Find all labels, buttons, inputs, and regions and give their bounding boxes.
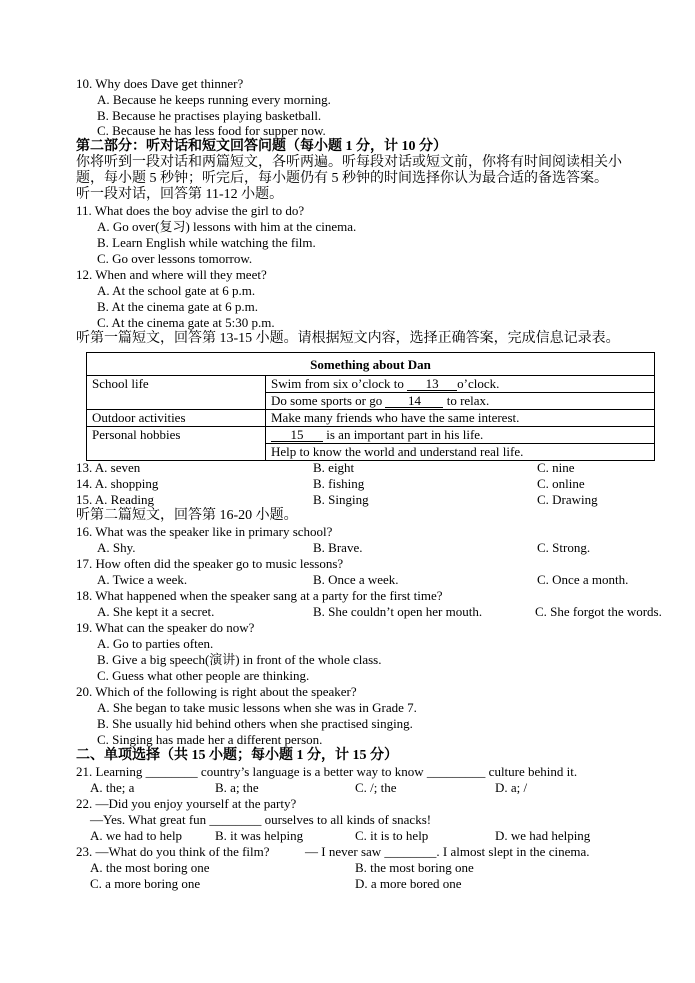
q17-option-a: A. Twice a week. xyxy=(97,572,188,587)
q14-num: 14. xyxy=(76,476,93,491)
passage1-intro: 听第一篇短文，回答第 13-15 小题。请根据短文内容，选择正确答案，完成信息记录表。 xyxy=(76,331,620,346)
q19-stem: 19. What can the speaker do now? xyxy=(76,620,255,635)
q19-option-b: B. Give a big speech(演讲) in front of the whole class. xyxy=(97,652,382,667)
q12-option-c: C. At the cinema gate at 5:30 p.m. xyxy=(97,315,275,330)
q23-option-c: C. a more boring one xyxy=(90,876,201,891)
blank-13: 13 xyxy=(407,377,457,391)
q15-row xyxy=(76,492,154,508)
q21-option-c: C. /; the xyxy=(355,780,397,795)
q15-num: 15. xyxy=(76,492,93,507)
school-life-line2 xyxy=(266,393,655,410)
table-row xyxy=(87,376,655,393)
q23-option-d: D. a more bored one xyxy=(355,876,462,891)
q15-option-c: C. Drawing xyxy=(537,492,598,507)
q16-stem: 16. What was the speaker like in primary school? xyxy=(76,524,333,539)
hobbies-line1 xyxy=(266,427,655,444)
blank-15: 15 xyxy=(271,428,323,442)
q13-num: 13. xyxy=(76,460,93,475)
q10-stem: 10. Why does Dave get thinner? xyxy=(76,76,244,91)
q16-option-a: A. Shy. xyxy=(97,540,136,555)
q17-stem: 17. How often did the speaker go to music lessons? xyxy=(76,556,344,571)
q21-option-d: D. a; / xyxy=(495,780,528,795)
q22-stem: 22. —Did you enjoy yourself at the party? xyxy=(76,796,297,811)
q21-option-b: B. a; the xyxy=(215,780,259,795)
dialogue-intro: 听一段对话，回答第 11-12 小题。 xyxy=(76,187,284,202)
school-life-line2-pre: Do some sports or go xyxy=(271,393,386,408)
q22-option-a: A. we had to help xyxy=(90,828,183,843)
row-label-outdoor: Outdoor activities xyxy=(87,410,266,427)
q19-option-a: A. Go to parties often. xyxy=(97,636,214,651)
q22-option-b: B. it was helping xyxy=(215,828,304,843)
q20-stem: 20. Which of the following is right about the speaker? xyxy=(76,684,357,699)
q23-option-b: B. the most boring one xyxy=(355,860,474,875)
q17-option-b: B. Once a week. xyxy=(313,572,399,587)
q23-option-a: A. the most boring one xyxy=(90,860,210,875)
q14-option-a: A. shopping xyxy=(94,476,159,491)
q21-stem: 21. Learning ________ country’s language is a better way to know _________ culture behind it. xyxy=(76,764,578,779)
school-life-line2-post: to relax. xyxy=(443,393,490,408)
passage2-intro: 听第二篇短文，回答第 16-20 小题。 xyxy=(76,508,298,523)
info-table xyxy=(86,352,655,461)
q11-option-c: C. Go over lessons tomorrow. xyxy=(97,251,253,266)
q10-option-c: C. Because he has less food for supper now. xyxy=(97,123,326,138)
part2-heading: 第二部分：听对话和短文回答问题（每小题 1 分，计 10 分） xyxy=(76,139,447,154)
school-life-line1-pre: Swim from six o’clock to xyxy=(271,376,408,391)
q11-stem: 11. What does the boy advise the girl to do? xyxy=(76,203,305,218)
table-header-row xyxy=(87,353,655,376)
q22-reply: —Yes. What great fun ________ ourselves to all kinds of snacks! xyxy=(90,812,432,827)
q12-option-a: A. At the school gate at 6 p.m. xyxy=(97,283,256,298)
q15-option-b: B. Singing xyxy=(313,492,369,507)
table-row xyxy=(87,427,655,444)
q12-stem: 12. When and where will they meet? xyxy=(76,267,267,282)
q19-option-c: C. Guess what other people are thinking. xyxy=(97,668,310,683)
q11-option-b: B. Learn English while watching the film. xyxy=(97,235,316,250)
hobbies-line1-post: is an important part in his life. xyxy=(323,427,484,442)
q14-row xyxy=(76,476,158,492)
q18-option-a: A. She kept it a secret. xyxy=(97,604,215,619)
row-label-hobbies: Personal hobbies xyxy=(87,427,266,461)
q14-option-b: B. fishing xyxy=(313,476,365,491)
blank-14: 14 xyxy=(385,394,443,408)
q23-reply: — I never saw ________. I almost slept in the cinema. xyxy=(305,844,590,859)
part3-heading: 二、单项选择（共 15 小题；每小题 1 分，计 15 分） xyxy=(76,748,398,763)
q20-option-c: C. Singing has made her a different person. xyxy=(97,732,323,747)
q20-option-a: A. She began to take music lessons when she was in Grade 7. xyxy=(97,700,417,715)
part2-instructions-line2: 题，每小题 5 秒钟；听完后，每小题仍有 5 秒钟的时间选择你认为最合适的备选答案。 xyxy=(76,171,608,186)
outdoor-line1: Make many friends who have the same interest. xyxy=(266,410,655,427)
q18-option-b: B. She couldn’t open her mouth. xyxy=(313,604,483,619)
school-life-line1-post: o’clock. xyxy=(457,376,500,391)
q20-option-b: B. She usually hid behind others when she practised singing. xyxy=(97,716,413,731)
row-label-school-life: School life xyxy=(87,376,266,410)
table-title: Something about Dan xyxy=(87,353,655,376)
q13-option-c: C. nine xyxy=(537,460,575,475)
q16-option-c: C. Strong. xyxy=(537,540,591,555)
q10-option-a: A. Because he keeps running every morning. xyxy=(97,92,331,107)
q13-option-a: A. seven xyxy=(94,460,141,475)
q23-stem: 23. —What do you think of the film? xyxy=(76,844,270,859)
hobbies-line2: Help to know the world and understand real life. xyxy=(266,444,655,461)
q22-option-c: C. it is to help xyxy=(355,828,429,843)
q15-option-a: A. Reading xyxy=(94,492,155,507)
q11-option-a: A. Go over(复习) lessons with him at the cinema. xyxy=(97,219,357,234)
q18-stem: 18. What happened when the speaker sang at a party for the first time? xyxy=(76,588,443,603)
q13-option-b: B. eight xyxy=(313,460,355,475)
q16-option-b: B. Brave. xyxy=(313,540,363,555)
q18-option-c: C. She forgot the words. xyxy=(535,604,662,619)
part2-instructions-line1: 你将听到一段对话和两篇短文，各听两遍。听每段对话或短文前，你将有时间阅读相关小 xyxy=(76,155,622,170)
q14-option-c: C. online xyxy=(537,476,585,491)
table-row xyxy=(87,410,655,427)
q17-option-c: C. Once a month. xyxy=(537,572,629,587)
school-life-line1 xyxy=(266,376,655,393)
q21-option-a: A. the; a xyxy=(90,780,135,795)
q22-option-d: D. we had helping xyxy=(495,828,591,843)
q10-option-b: B. Because he practises playing basketball. xyxy=(97,108,322,123)
q13-row xyxy=(76,460,140,476)
q12-option-b: B. At the cinema gate at 6 p.m. xyxy=(97,299,259,314)
